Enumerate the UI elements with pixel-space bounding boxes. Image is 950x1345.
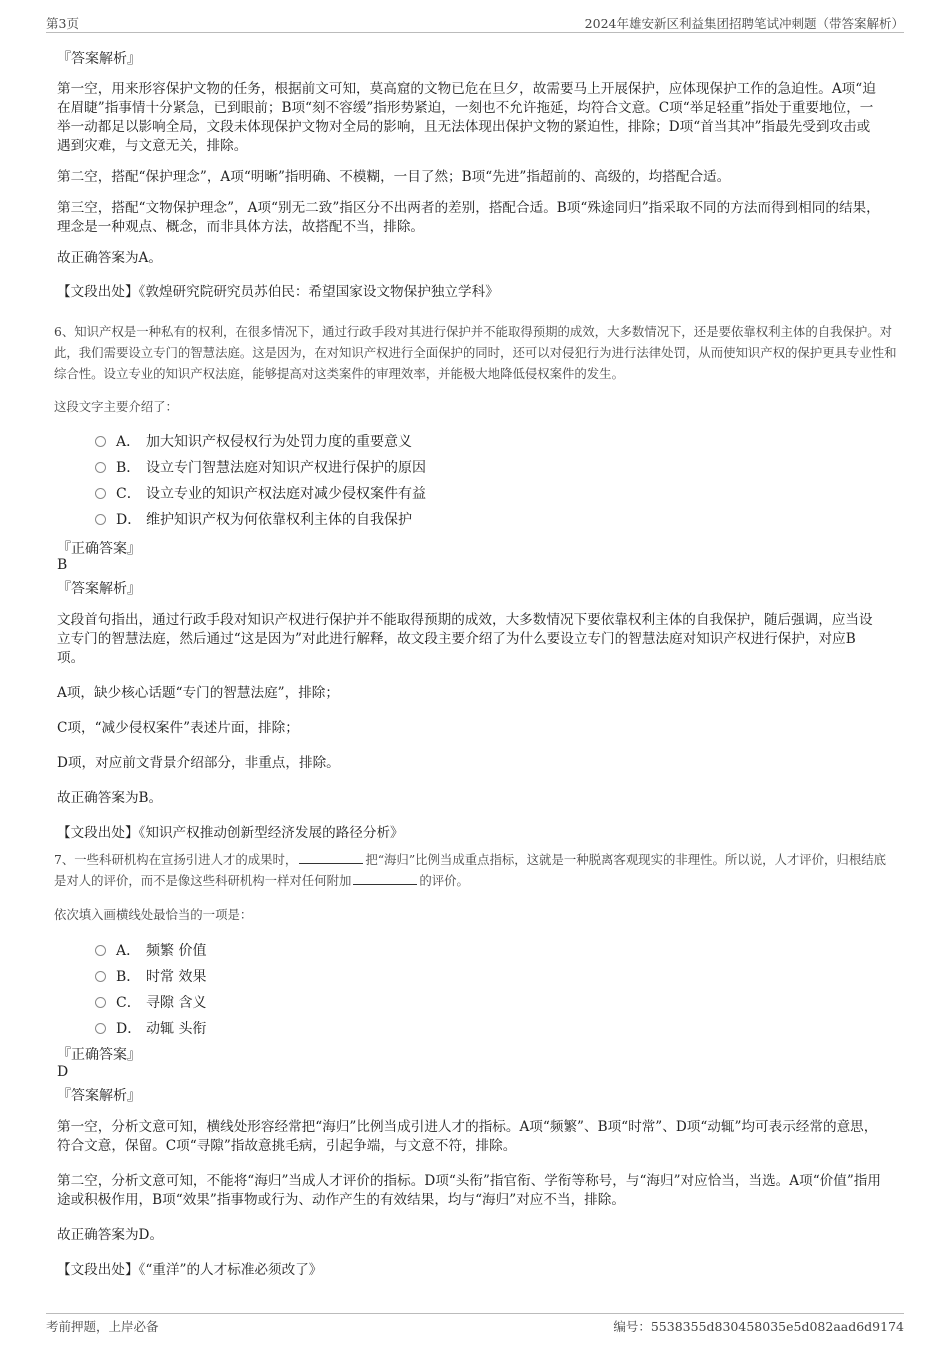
q6-analysis-p3: C项，“减少侵权案件”表述片面，排除； bbox=[57, 720, 299, 736]
q7-answer-text: 故正确答案为D。 bbox=[57, 1227, 164, 1243]
q6-prompt: 这段文字主要介绍了： bbox=[54, 399, 178, 414]
q6-analysis-label: 『答案解析』 bbox=[57, 581, 141, 597]
q7-analysis-label: 『答案解析』 bbox=[57, 1088, 141, 1104]
q5-analysis-p2: 第二空，搭配“保护理念”，A项“明晰”指明确、不模糊，一目了然；B项“先进”指超前的、高级的，均搭配合适。 bbox=[57, 169, 731, 185]
q7-correct-label: 『正确答案』 bbox=[57, 1047, 141, 1063]
q7-question: 7、一些科研机构在宣扬引进人才的成果时， 把“海归”比例当成重点指标，这就是一种脱离客观现实的非理性。所以说，人才评价，归根结底是对人的评价，而不是像这些科研机构一样对任何附加 的评价。 bbox=[54, 852, 886, 888]
footer-slogan: 考前押题，上岸必备 bbox=[46, 1319, 159, 1334]
q6-options bbox=[95, 428, 426, 532]
q5-source: 【文段出处】《敦煌研究院研究员苏伯民：希望国家设文物保护独立学科》 bbox=[57, 284, 499, 300]
radio-icon[interactable] bbox=[95, 514, 106, 525]
q7-analysis-p2: 第二空，分析文意可知，不能将“海归”当成人才评价的指标。D项“头衔”指官衔、学衔等称号，与“海归”对应恰当，当选。A项“价值”指用途或积极作用，B项“效果”指事物或行为、动作产生的有效结果，均与“海归”对应不当，排除。 bbox=[57, 1173, 881, 1208]
q7-option-c[interactable]: C． 寻隙 含义 bbox=[95, 989, 206, 1015]
q6-analysis-p2: A项，缺少核心话题“专门的智慧法庭”，排除； bbox=[57, 685, 339, 701]
document-code: 编号：5538355d830458035e5d082aad6d9174 bbox=[613, 1319, 904, 1334]
document-title: 2024年雄安新区利益集团招聘笔试冲刺题（带答案解析） bbox=[584, 16, 904, 31]
radio-icon[interactable] bbox=[95, 436, 106, 447]
q5-analysis-p3: 第三空，搭配“文物保护理念”，A项“别无二致”指区分不出两者的差别，搭配合适。B项“殊途同归”指采取不同的方法而得到相同的结果，理念是一种观点、概念，而非具体方法，故搭配不当，排除。 bbox=[57, 200, 880, 235]
q5-analysis-p1: 第一空，用来形容保护文物的任务，根据前文可知，莫高窟的文物已危在旦夕，故需要马上开展保护，应体现保护工作的急迫性。A项“迫在眉睫”指事情十分紧急，已到眼前；B项“刻不容缓”指形势紧迫，一刻也不允许拖延，均符合文意。C项“举足轻重”指处于重要地位，一举一动都足以影响全局，文段未体现保护文物对全局的影响，且无法体现出保护文物的紧迫性，排除；D项“首当其冲”指最先受到攻击或遇到灾难，与文意无关，排除。 bbox=[57, 81, 876, 154]
radio-icon[interactable] bbox=[95, 488, 106, 499]
q7-option-a[interactable]: A． 频繁 价值 bbox=[95, 937, 206, 963]
blank-2 bbox=[353, 872, 417, 885]
q6-analysis-p4: D项，对应前文背景介绍部分，非重点，排除。 bbox=[57, 755, 340, 771]
q6-analysis bbox=[57, 611, 882, 843]
q5-answer-text: 故正确答案为A。 bbox=[57, 250, 162, 266]
radio-icon[interactable] bbox=[95, 462, 106, 473]
page-number: 第3页 bbox=[46, 16, 79, 31]
q5-analysis-label: 『答案解析』 bbox=[57, 51, 141, 67]
radio-icon[interactable] bbox=[95, 997, 106, 1008]
radio-icon[interactable] bbox=[95, 1023, 106, 1034]
page-footer bbox=[46, 1313, 904, 1334]
q6-correct-label: 『正确答案』 bbox=[57, 541, 141, 557]
q6-correct-answer: B bbox=[57, 557, 68, 573]
q6-option-d[interactable]: D． 维护知识产权为何依靠权利主体的自我保护 bbox=[95, 506, 426, 532]
page-header bbox=[46, 12, 904, 33]
q7-option-d[interactable]: D． 动辄 头衔 bbox=[95, 1015, 206, 1041]
q6-option-a[interactable]: A． 加大知识产权侵权行为处罚力度的重要意义 bbox=[95, 428, 426, 454]
q7-option-b[interactable]: B． 时常 效果 bbox=[95, 963, 206, 989]
q6-analysis-p1: 文段首句指出，通过行政手段对知识产权进行保护并不能取得预期的成效，大多数情况下要依靠权利主体的自我保护，随后强调，应当设立专门的智慧法庭，然后通过“这是因为”对此进行解释，故文段主要介绍了为什么要设立专门的智慧法庭对知识产权进行保护，对应B项。 bbox=[57, 612, 873, 666]
q6-option-b[interactable]: B． 设立专门智慧法庭对知识产权进行保护的原因 bbox=[95, 454, 426, 480]
q7-analysis-p1: 第一空，分析文意可知，横线处形容经常把“海归”比例当成引进人才的指标。A项“频繁”、B项“时常”、D项“动辄”均可表示经常的意思，符合文意，保留。C项“寻隙”指故意挑毛病，引起争端，与文意不符，排除。 bbox=[57, 1119, 878, 1154]
q6-source: 【文段出处】《知识产权推动创新型经济发展的路径分析》 bbox=[57, 825, 404, 841]
q7-source: 【文段出处】《“重洋”的人才标准必须改了》 bbox=[57, 1262, 323, 1278]
q7-correct-answer: D bbox=[57, 1064, 69, 1080]
radio-icon[interactable] bbox=[95, 945, 106, 956]
q6-answer-text: 故正确答案为B。 bbox=[57, 790, 163, 806]
blank-1 bbox=[299, 851, 363, 864]
q5-analysis bbox=[57, 80, 882, 302]
q6-question: 6、知识产权是一种私有的权利，在很多情况下，通过行政手段对其进行保护并不能取得预期的成效，大多数情况下，还是要依靠权利主体的自我保护。对此，我们需要设立专门的智慧法庭。这是因为，在对知识产权进行全面保护的同时，还可以对侵犯行为进行法律处罚，从而使知识产权的保护更具专业性和综合性。设立专业的知识产权法庭，能够提高对这类案件的审理效率，并能极大地降低侵权案件的发生。 bbox=[54, 324, 897, 381]
q7-prompt: 依次填入画横线处最恰当的一项是： bbox=[54, 907, 253, 922]
q7-options bbox=[95, 937, 206, 1041]
q6-option-c[interactable]: C． 设立专业的知识产权法庭对减少侵权案件有益 bbox=[95, 480, 426, 506]
radio-icon[interactable] bbox=[95, 971, 106, 982]
q7-analysis bbox=[57, 1118, 882, 1280]
